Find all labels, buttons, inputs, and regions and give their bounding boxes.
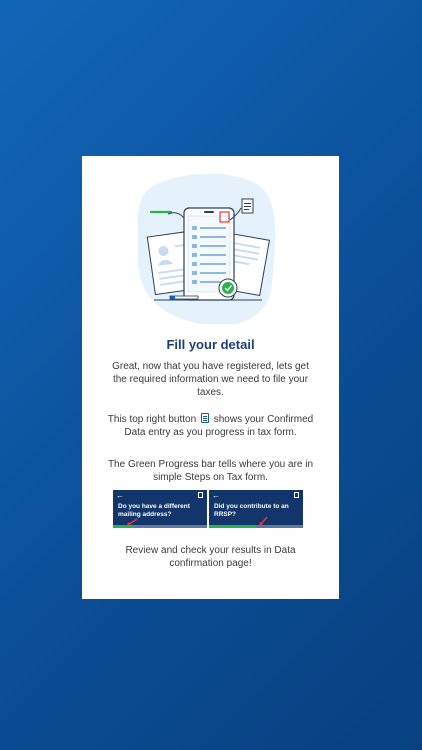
pencil-icon — [170, 296, 198, 299]
button-paragraph — [104, 413, 317, 439]
progress-paragraph: The Green Progress bar tells where you are in simple Steps on Tax form. — [107, 459, 314, 483]
registered-paragraph: Great, now that you have registered, lets get the required information we need to file your taxes. — [112, 361, 309, 398]
document-icon — [242, 199, 253, 213]
button-paragraph-end: shows your Confirmed Data entry as you progress in tax form. — [124, 414, 314, 438]
onboarding-card — [82, 156, 339, 599]
example-question: Do you have a different mailing address? — [118, 503, 190, 518]
page-title: Fill your detail — [166, 337, 255, 352]
onboarding-illustration — [82, 174, 339, 324]
example-screen-mailing — [113, 490, 207, 528]
back-arrow-icon: ← — [212, 491, 220, 500]
check-icon — [219, 279, 237, 297]
example-screens — [113, 490, 303, 528]
review-paragraph: Review and check your results in Data confirmation page! — [125, 545, 296, 569]
example-screen-rrsp — [209, 490, 303, 528]
red-arrow-icon — [209, 490, 303, 528]
back-arrow-icon: ← — [116, 491, 124, 500]
document-icon — [201, 413, 209, 423]
example-question: Did you contribute to an RRSP? — [214, 503, 289, 518]
red-arrow-icon — [113, 490, 207, 528]
button-paragraph-start: This top right button — [107, 414, 197, 425]
